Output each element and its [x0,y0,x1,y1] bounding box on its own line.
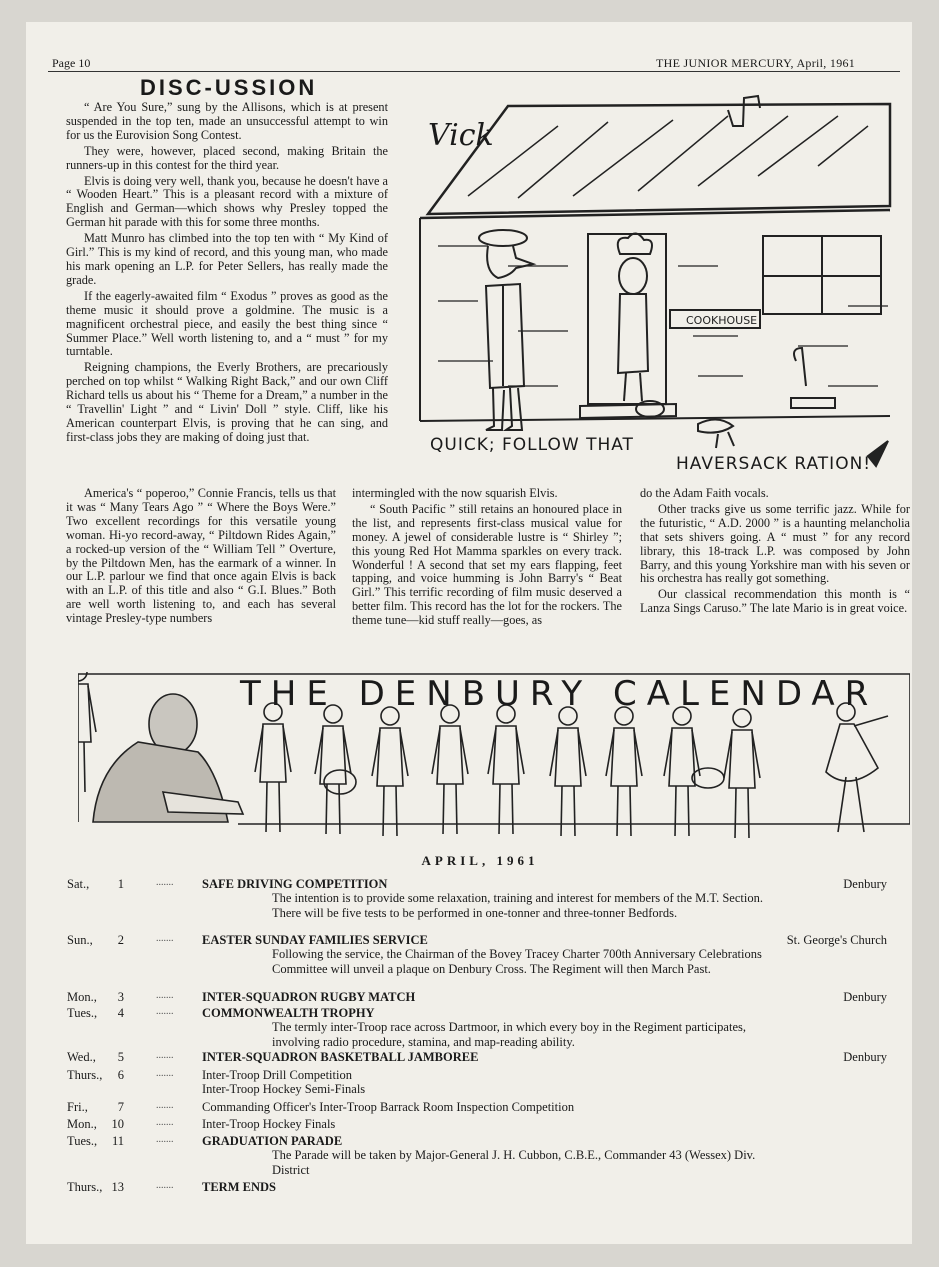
paragraph: Other tracks give us some terrific jazz. While for the futuristic, “ A.D. 2000 ” is a haunting melancholia that sets shivers going. A “ must ” for any record library, this 18-track L.P. was composed by John Barry, and this young Yorkshire man with his seven or his orchestra has really got something. [640,501,910,586]
artist-signature: Vick [428,118,494,153]
event-description: The Parade will be taken by Major-General J. H. Cubbon, C.B.E., Commander 43 (Wessex) Div. District [272,1148,756,1177]
article-column-left [66,101,388,447]
event-title: INTER-SQUADRON RUGBY MATCH [202,990,416,1004]
calendar-date: 10 [111,1117,124,1131]
calendar-date: 11 [111,1134,124,1148]
leader-dots: ....... [156,1117,174,1128]
event-venue: Denbury [843,877,887,891]
event-title: SAFE DRIVING COMPETITION [202,877,388,891]
leader-dots: ....... [156,933,174,944]
calendar-date: 7 [117,1100,124,1114]
paragraph: “ Are You Sure,” sung by the Allisons, which is at present suspended in the top ten, made an unsuccessful attempt to win for us the Eurovision Song Contest. [66,100,388,142]
leader-dots: ....... [156,1180,174,1191]
event-venue: Denbury [843,1050,887,1064]
leader-dots: ....... [156,877,174,888]
calendar-day: Mon., [67,1117,97,1131]
leader-dots: ....... [156,1050,174,1061]
calendar-banner-title: THE DENBURY CALENDAR [240,674,879,714]
article-column-a [66,487,336,628]
leader-dots: ....... [156,1134,174,1145]
journal-title: THE JUNIOR MERCURY, April, 1961 [656,56,856,70]
calendar-date: 3 [117,990,124,1004]
article-column-c [640,487,910,618]
article-column-b [352,487,622,630]
calendar-day: Wed., [67,1050,96,1064]
calendar-date: 13 [111,1180,124,1194]
paragraph: Reigning champions, the Everly Brothers, are precariously perched on top whilst “ Walking Right Back,” and our own Cliff Richard tells us about his “ Theme for a Dream,” a number in the “ Travellin' Light ” and “ Livin' Doll ” style. Cliff, like his American counterpart Elvis, is proving that he can sing, and first-class jobs they are making of doing just that. [66,360,388,444]
event-description: The intention is to provide some relaxation, training and interest for members of the M.T. Section. There will be five tests to be performed in one-tonner and three-tonner Bedfords. [272,891,763,920]
calendar-heading: APRIL, 1961 [421,853,539,868]
calendar-day: Fri., [67,1100,88,1114]
event-title-secondary: Inter-Troop Hockey Semi-Finals [202,1082,366,1096]
header-rule [48,71,900,72]
article-title: DISC-USSION [140,75,318,100]
cartoon-caption-left: QUICK; FOLLOW THAT [430,435,634,455]
event-venue: Denbury [843,990,887,1004]
paragraph: Our classical recommendation this month is “ Lanza Sings Caruso.” The late Mario is in great voice. [640,587,910,616]
paragraph: do the Adam Faith vocals. [640,486,769,500]
calendar-date: 4 [117,1006,124,1020]
paragraph: intermingled with the now squarish Elvis. [352,486,558,500]
event-venue: St. George's Church [786,933,887,947]
leader-dots: ....... [156,990,174,1001]
paragraph: “ South Pacific ” still retains an honoured place in the list, and represents first-class musical value for money. A jewel of considerable lustre is “ Shirley ”; this young Red Hot Mamma sparkles on every track. Wonderful ! A second that set my ears flapping, feet tapping, and voice humming is John Barry's “ Beat Girl.” This terrific recording of film music deserved a better film. This record has the lot for the rockers. The theme tune—kid stuff really—goes, as [352,501,622,628]
event-title: INTER-SQUADRON BASKETBALL JAMBOREE [202,1050,479,1064]
event-title: TERM ENDS [202,1180,276,1194]
page-number: Page 10 [52,56,91,70]
leader-dots: ....... [156,1068,174,1079]
event-description: Following the service, the Chairman of the Bovey Tracey Charter 700th Anniversary Celebrations Committee will unveil a plaque on Denbury Cross. The Regiment will then March Past. [272,947,762,976]
cartoon-caption-right: HAVERSACK RATION! [676,454,872,474]
event-title: Commanding Officer's Inter-Troop Barrack Room Inspection Competition [202,1100,575,1114]
calendar-date: 1 [117,877,124,891]
event-title: EASTER SUNDAY FAMILIES SERVICE [202,933,428,947]
calendar-day: Mon., [67,990,97,1004]
cookhouse-sign: COOKHOUSE [686,314,758,327]
event-title: Inter-Troop Hockey Finals [202,1117,336,1131]
event-title: GRADUATION PARADE [202,1134,343,1148]
calendar-date: 5 [117,1050,124,1064]
calendar-day: Tues., [67,1006,98,1020]
paragraph: Matt Munro has climbed into the top ten with “ My Kind of Girl.” This is my kind of record, and this young man, who made his mark opening an L.P. for Peter Sellers, has really made the grade. [66,231,388,287]
paragraph: America's “ poperoo,” Connie Francis, tells us that it was “ Many Tears Ago ” “ Where the Boys Were.” Two excellent recordings for this versatile young woman. Hi-yo record-away, “ Piltdown Rides Again,” a rocked-up version of the “ William Tell ” Overture, by the Piltdown Men, has the earmark of a winner. In our L.P. parlour we find that once again Elvis is back with an L.P. of this title and also “ G.I. Blues.” Both are well worth listening to, and each has several vintage Presley-type numbers [66,486,336,626]
paragraph: They were, however, placed second, making Britain the runners-up in this contest for the third year. [66,143,388,172]
leader-dots: ....... [156,1100,174,1111]
event-title: Inter-Troop Drill Competition [202,1068,352,1082]
calendar-day: Tues., [67,1134,98,1148]
event-title: COMMONWEALTH TROPHY [202,1006,375,1020]
calendar-day: Sat., [67,877,90,891]
calendar-date: 2 [117,933,124,947]
calendar-day: Thurs., [67,1180,103,1194]
paragraph: If the eagerly-awaited film “ Exodus ” proves as good as the theme music it should prove a goldmine. The music is a magnificent orchestral piece, and easily the best thing since “ Summer Place.” Well worth listening to, and a “ must ” for my turntable. [66,288,388,359]
event-description: The termly inter-Troop race across Dartmoor, in which every boy in the Regiment participates, involving radio procedure, stamina, and map-reading ability. [272,1020,746,1049]
leader-dots: ....... [156,1006,174,1017]
calendar-day: Sun., [67,933,93,947]
calendar-day: Thurs., [67,1068,103,1082]
paragraph: Elvis is doing very well, thank you, because he doesn't have a “ Wooden Heart.” This is a pleasant record with a mixture of English and German—which shows why Presley topped the German hit parade with this for some three months. [66,173,388,230]
calendar-date: 6 [117,1068,124,1082]
